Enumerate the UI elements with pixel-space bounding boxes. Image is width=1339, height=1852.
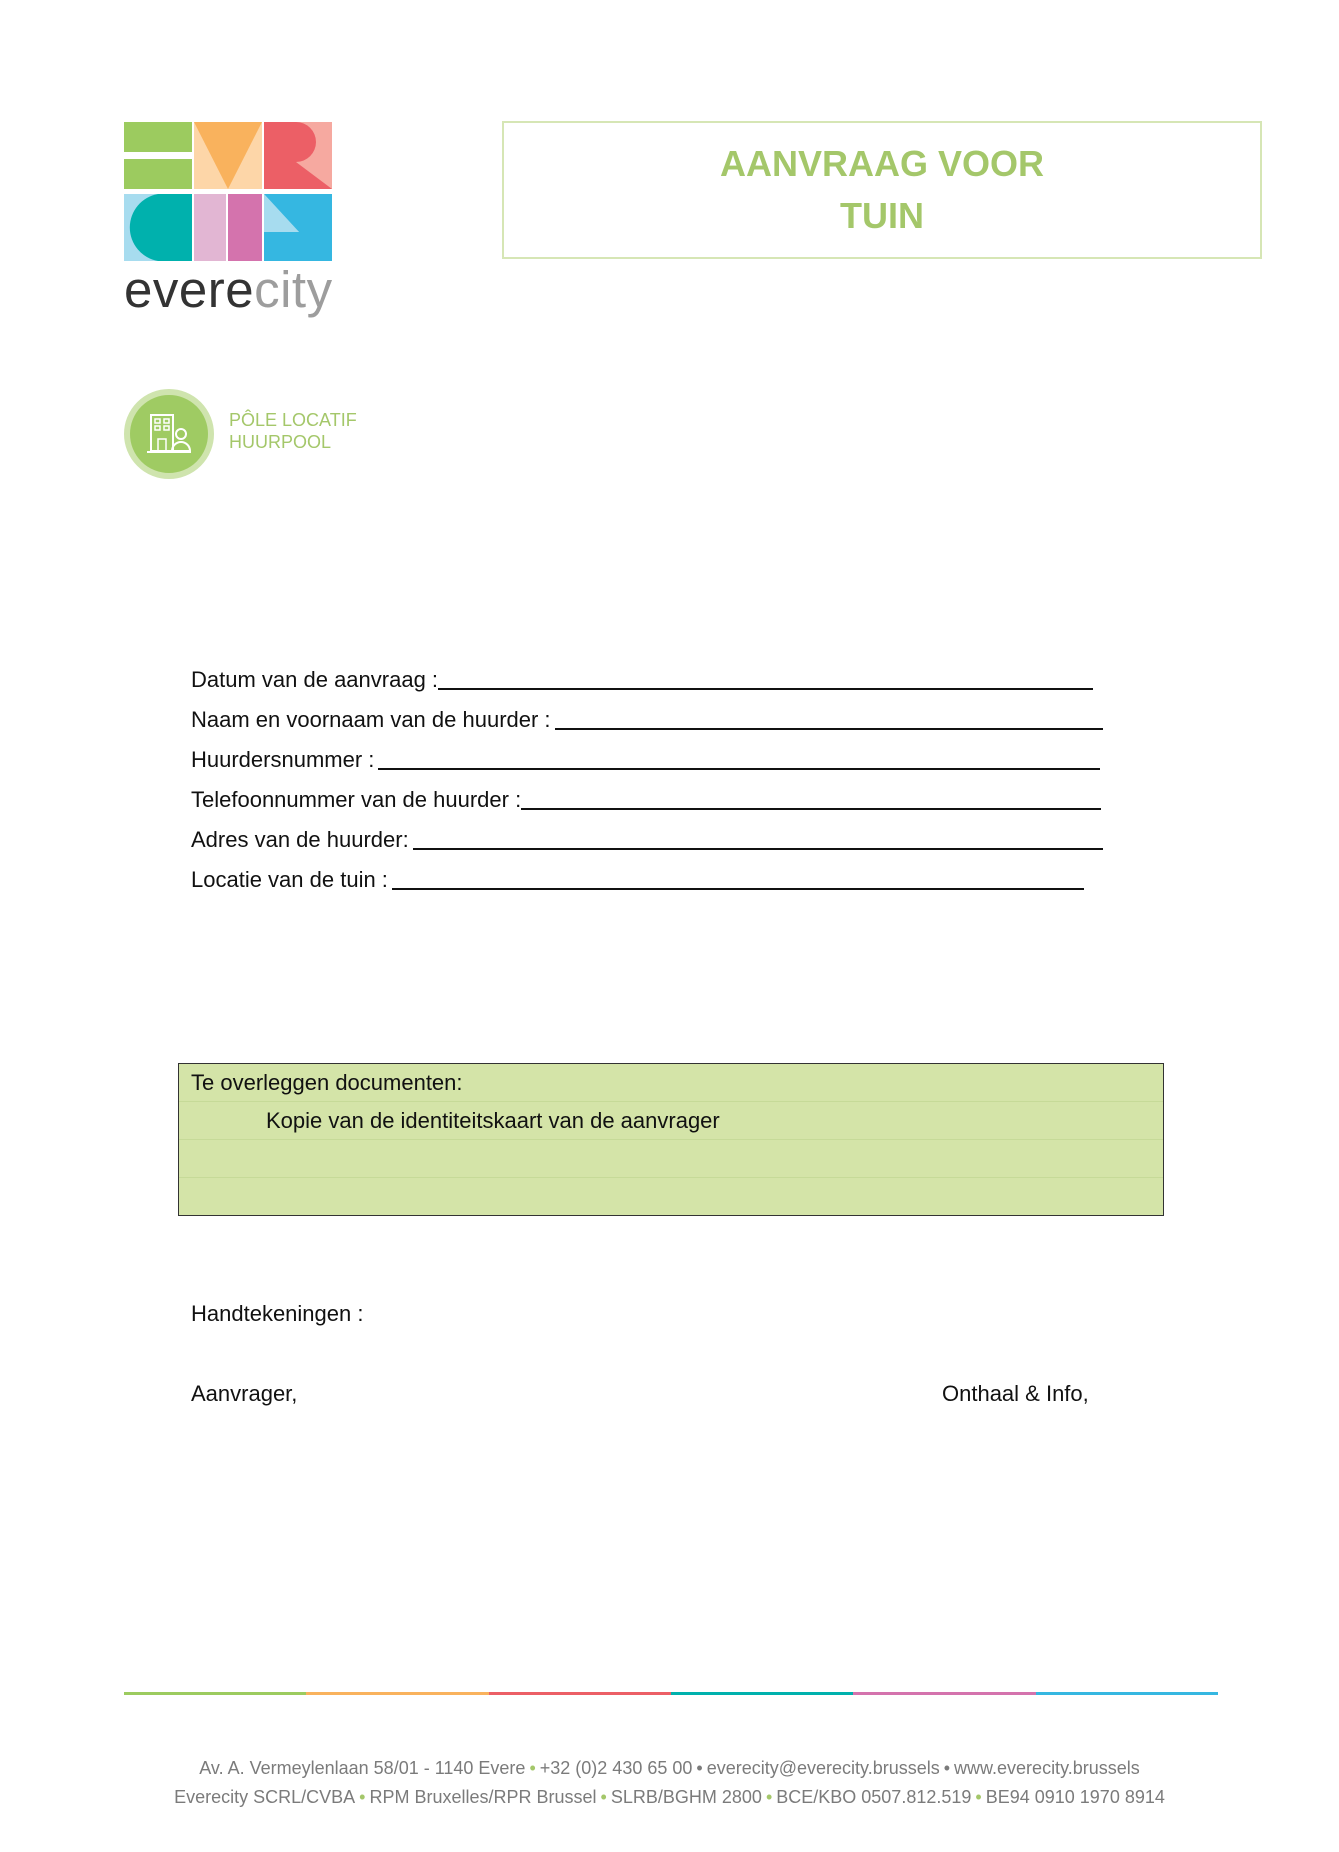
field-label-name: Naam en voornaam van de huurder : (191, 707, 551, 732)
documents-heading: Te overleggen documenten: (179, 1064, 1163, 1102)
footer-bar-segment (671, 1692, 853, 1695)
footer-phone: +32 (0)2 430 65 00 (539, 1758, 693, 1778)
footer-bar-segment (853, 1692, 1035, 1695)
field-label-date: Datum van de aanvraag : (191, 667, 439, 692)
footer-bce: BCE/KBO 0507.812.519 (776, 1787, 972, 1807)
footer-slrb: SLRB/BGHM 2800 (610, 1787, 762, 1807)
footer-email[interactable]: everecity@everecity.brussels (706, 1758, 940, 1778)
signature-applicant-label: Aanvrager, (191, 1381, 298, 1406)
pole-badge (124, 389, 424, 481)
footer-address: Av. A. Vermeylenlaan 58/01 - 1140 Evere (199, 1758, 526, 1778)
form-field-address (191, 820, 1121, 860)
application-form (191, 660, 1121, 900)
field-line-phone[interactable] (521, 780, 1101, 810)
form-field-phone (191, 780, 1121, 820)
form-field-name (191, 700, 1121, 740)
documents-table (178, 1063, 1164, 1216)
logo-word-city: city (254, 261, 333, 318)
pole-circle (124, 389, 214, 479)
document-title-box (502, 121, 1262, 259)
building-person-icon (144, 409, 194, 459)
pole-label-line2: HUURPOOL (229, 432, 332, 452)
footer-contact-line: Av. A. Vermeylenlaan 58/01 - 1140 Evere • +32 (0)2 430 65 00 • everecity@everecity.brussels • www.everecity.brussels (199, 1758, 1140, 1778)
field-label-garden-location: Locatie van de tuin : (191, 867, 388, 892)
documents-item (179, 1140, 1163, 1178)
logo-word-evere: evere (124, 261, 255, 318)
field-label-phone: Telefoonnummer van de huurder : (191, 787, 522, 812)
documents-item (179, 1178, 1163, 1216)
form-field-date (191, 660, 1121, 700)
footer-bar-segment (306, 1692, 488, 1695)
field-line-garden-location[interactable] (392, 860, 1084, 890)
field-line-date[interactable] (438, 660, 1093, 690)
logo-mark-icon (124, 122, 332, 261)
footer-company: Everecity SCRL/CVBA (174, 1787, 356, 1807)
documents-item: Kopie van de identiteitskaart van de aanvrager (179, 1102, 1163, 1140)
footer-website[interactable]: www.everecity.brussels (954, 1758, 1140, 1778)
footer-iban: BE94 0910 1970 8914 (985, 1787, 1165, 1807)
document-title-line1: AANVRAAG VOOR (719, 143, 1045, 184)
signature-reception-label: Onthaal & Info, (942, 1381, 1089, 1406)
form-field-garden-location (191, 860, 1121, 900)
logo-wordmark (124, 261, 333, 318)
field-label-address: Adres van de huurder: (191, 827, 409, 852)
everecity-logo (124, 122, 334, 322)
pole-label (229, 409, 357, 453)
signatures-heading: Handtekeningen : (191, 1301, 364, 1326)
footer-color-bar (124, 1692, 1218, 1695)
field-line-name[interactable] (555, 700, 1103, 730)
form-field-tenant-number (191, 740, 1121, 780)
field-line-address[interactable] (413, 820, 1103, 850)
document-title-line2: TUIN (840, 195, 924, 236)
field-line-tenant-number[interactable] (378, 740, 1100, 770)
footer-bar-segment (1036, 1692, 1218, 1695)
footer-legal-line: Everecity SCRL/CVBA • RPM Bruxelles/RPR Brussel • SLRB/BGHM 2800 • BCE/KBO 0507.812.519 • BE94 0910 1970 8914 (174, 1787, 1165, 1807)
footer-rpm: RPM Bruxelles/RPR Brussel (369, 1787, 597, 1807)
footer-bar-segment (489, 1692, 671, 1695)
pole-label-line1: PÔLE LOCATIF (229, 410, 357, 430)
footer-bar-segment (124, 1692, 306, 1695)
field-label-tenant-number: Huurdersnummer : (191, 747, 375, 772)
